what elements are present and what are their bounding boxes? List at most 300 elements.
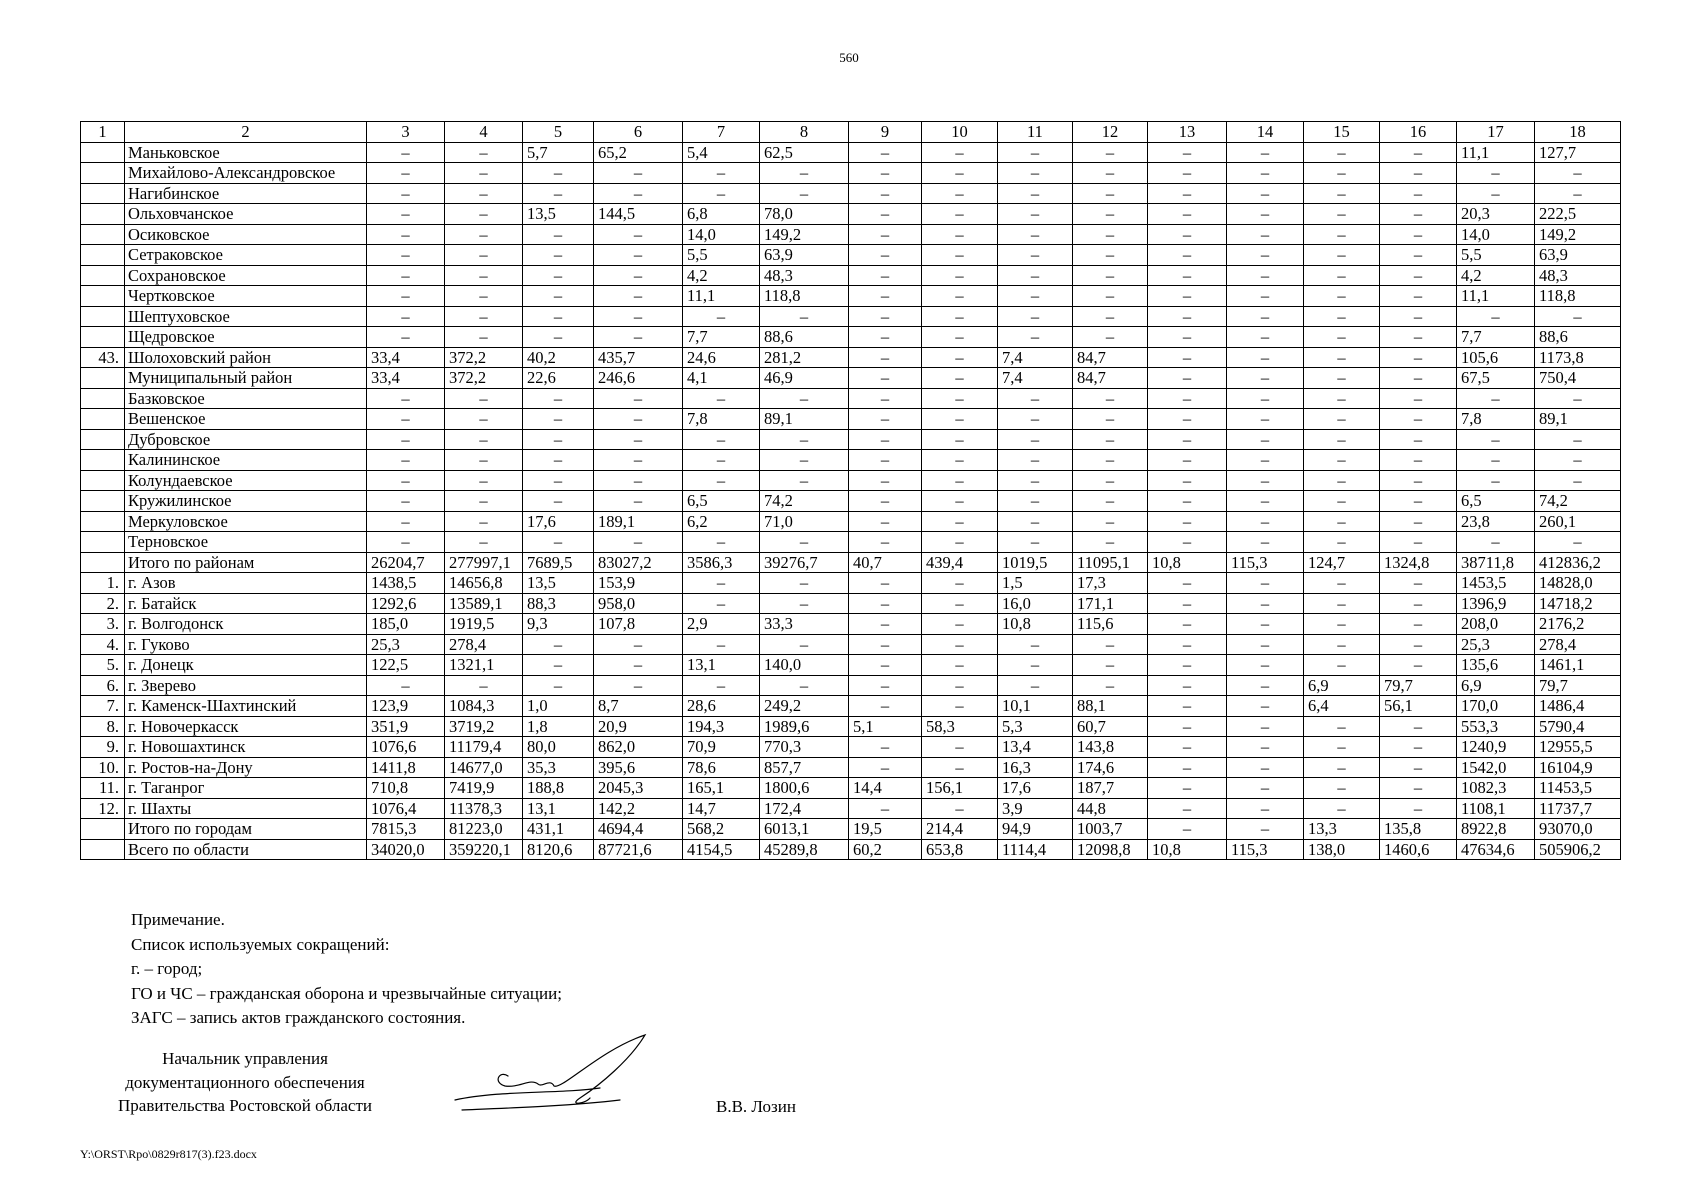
value-cell: –: [1148, 224, 1227, 245]
value-cell: 20,9: [594, 716, 683, 737]
table-row: [81, 614, 1621, 635]
value-cell: –: [1073, 511, 1148, 532]
value-cell: –: [523, 183, 594, 204]
value-cell: 11,1: [1457, 142, 1535, 163]
value-cell: –: [1073, 224, 1148, 245]
value-cell: –: [445, 470, 523, 491]
value-cell: –: [1227, 778, 1304, 799]
value-cell: –: [683, 429, 760, 450]
value-cell: 89,1: [760, 409, 849, 430]
value-cell: –: [1073, 450, 1148, 471]
row-index-cell: 4.: [81, 634, 125, 655]
value-cell: 7,4: [998, 347, 1073, 368]
value-cell: –: [1227, 409, 1304, 430]
row-name-cell: Шолоховский район: [125, 347, 367, 368]
table-row: [81, 573, 1621, 594]
value-cell: 7,8: [1457, 409, 1535, 430]
note-line: ЗАГС – запись актов гражданского состояния.: [131, 1008, 466, 1027]
value-cell: –: [1380, 470, 1457, 491]
value-cell: 5,5: [1457, 245, 1535, 266]
value-cell: 1114,4: [998, 839, 1073, 860]
value-cell: –: [922, 388, 998, 409]
value-cell: 122,5: [367, 655, 445, 676]
value-cell: –: [1380, 778, 1457, 799]
value-cell: 74,2: [760, 491, 849, 512]
value-cell: –: [1148, 491, 1227, 512]
table-row: [81, 409, 1621, 430]
value-cell: 38711,8: [1457, 552, 1535, 573]
value-cell: 62,5: [760, 142, 849, 163]
value-cell: –: [849, 368, 922, 389]
value-cell: 439,4: [922, 552, 998, 573]
value-cell: –: [849, 327, 922, 348]
value-cell: –: [1227, 593, 1304, 614]
data-table: [80, 121, 1621, 860]
value-cell: 1240,9: [1457, 737, 1535, 758]
value-cell: 11737,7: [1535, 798, 1621, 819]
value-cell: 2045,3: [594, 778, 683, 799]
value-cell: 65,2: [594, 142, 683, 163]
value-cell: 23,8: [1457, 511, 1535, 532]
value-cell: –: [1148, 696, 1227, 717]
value-cell: –: [998, 327, 1073, 348]
value-cell: –: [445, 265, 523, 286]
value-cell: –: [922, 696, 998, 717]
value-cell: 115,3: [1227, 839, 1304, 860]
file-path: Y:\ORST\Rpo\0829r817(3).f23.docx: [80, 1147, 257, 1161]
value-cell: 70,9: [683, 737, 760, 758]
row-name-cell: Михайлово-Александровское: [125, 163, 367, 184]
value-cell: –: [922, 347, 998, 368]
value-cell: –: [1073, 265, 1148, 286]
value-cell: 194,3: [683, 716, 760, 737]
value-cell: 17,6: [523, 511, 594, 532]
value-cell: –: [594, 655, 683, 676]
value-cell: –: [445, 306, 523, 327]
value-cell: 1411,8: [367, 757, 445, 778]
value-cell: –: [998, 265, 1073, 286]
value-cell: –: [594, 327, 683, 348]
value-cell: 11,1: [1457, 286, 1535, 307]
value-cell: 19,5: [849, 819, 922, 840]
value-cell: 214,4: [922, 819, 998, 840]
value-cell: –: [760, 470, 849, 491]
value-cell: –: [523, 675, 594, 696]
value-cell: –: [849, 409, 922, 430]
value-cell: –: [1148, 388, 1227, 409]
value-cell: 653,8: [922, 839, 998, 860]
value-cell: –: [998, 634, 1073, 655]
value-cell: 5,1: [849, 716, 922, 737]
value-cell: 40,7: [849, 552, 922, 573]
value-cell: 246,6: [594, 368, 683, 389]
column-header: 4: [445, 122, 523, 143]
value-cell: –: [922, 757, 998, 778]
value-cell: –: [922, 470, 998, 491]
value-cell: –: [1073, 245, 1148, 266]
position-line: документационного обеспечения: [125, 1072, 365, 1092]
row-index-cell: 10.: [81, 757, 125, 778]
value-cell: 88,3: [523, 593, 594, 614]
row-index-cell: 8.: [81, 716, 125, 737]
value-cell: –: [1148, 450, 1227, 471]
value-cell: –: [445, 409, 523, 430]
value-cell: 28,6: [683, 696, 760, 717]
value-cell: –: [922, 450, 998, 471]
value-cell: 1461,1: [1535, 655, 1621, 676]
row-name-cell: Кружилинское: [125, 491, 367, 512]
value-cell: 6,4: [1304, 696, 1380, 717]
row-index-cell: [81, 491, 125, 512]
value-cell: –: [1148, 614, 1227, 635]
value-cell: 14,0: [1457, 224, 1535, 245]
table-row: [81, 470, 1621, 491]
row-name-cell: Вешенское: [125, 409, 367, 430]
value-cell: –: [849, 470, 922, 491]
row-index-cell: [81, 163, 125, 184]
row-index-cell: 6.: [81, 675, 125, 696]
value-cell: 7,4: [998, 368, 1073, 389]
table-row: [81, 368, 1621, 389]
row-index-cell: [81, 204, 125, 225]
value-cell: 63,9: [1535, 245, 1621, 266]
value-cell: –: [1535, 388, 1621, 409]
value-cell: 6,9: [1304, 675, 1380, 696]
value-cell: –: [1380, 204, 1457, 225]
table-row: [81, 696, 1621, 717]
table-row: [81, 347, 1621, 368]
value-cell: 89,1: [1535, 409, 1621, 430]
value-cell: 84,7: [1073, 368, 1148, 389]
value-cell: –: [998, 245, 1073, 266]
value-cell: 34020,0: [367, 839, 445, 860]
table-row: [81, 593, 1621, 614]
value-cell: –: [849, 347, 922, 368]
value-cell: 278,4: [445, 634, 523, 655]
value-cell: –: [1148, 716, 1227, 737]
value-cell: –: [1148, 245, 1227, 266]
value-cell: –: [594, 163, 683, 184]
row-name-cell: Сетраковское: [125, 245, 367, 266]
value-cell: 395,6: [594, 757, 683, 778]
value-cell: –: [998, 224, 1073, 245]
table-row: [81, 450, 1621, 471]
table-row: [81, 552, 1621, 573]
row-index-cell: 5.: [81, 655, 125, 676]
value-cell: –: [1304, 347, 1380, 368]
row-name-cell: Маньковское: [125, 142, 367, 163]
row-name-cell: Нагибинское: [125, 183, 367, 204]
value-cell: –: [1304, 265, 1380, 286]
row-name-cell: Всего по области: [125, 839, 367, 860]
value-cell: –: [760, 306, 849, 327]
value-cell: –: [1457, 470, 1535, 491]
value-cell: –: [367, 286, 445, 307]
row-index-cell: 3.: [81, 614, 125, 635]
row-index-cell: 12.: [81, 798, 125, 819]
value-cell: –: [1148, 327, 1227, 348]
value-cell: –: [445, 245, 523, 266]
value-cell: –: [849, 737, 922, 758]
value-cell: –: [1148, 634, 1227, 655]
value-cell: –: [922, 655, 998, 676]
value-cell: –: [445, 224, 523, 245]
row-name-cell: Колундаевское: [125, 470, 367, 491]
value-cell: –: [922, 204, 998, 225]
value-cell: 11,1: [683, 286, 760, 307]
value-cell: 208,0: [1457, 614, 1535, 635]
row-name-cell: г. Ростов-на-Дону: [125, 757, 367, 778]
row-index-cell: [81, 286, 125, 307]
value-cell: –: [1535, 532, 1621, 553]
table-row: [81, 778, 1621, 799]
value-cell: 22,6: [523, 368, 594, 389]
value-cell: –: [1073, 532, 1148, 553]
column-header: 8: [760, 122, 849, 143]
value-cell: 153,9: [594, 573, 683, 594]
value-cell: –: [1148, 204, 1227, 225]
row-index-cell: [81, 470, 125, 491]
value-cell: –: [1227, 716, 1304, 737]
row-index-cell: [81, 429, 125, 450]
row-index-cell: [81, 245, 125, 266]
value-cell: 13,1: [523, 798, 594, 819]
value-cell: –: [594, 224, 683, 245]
value-cell: 4,2: [1457, 265, 1535, 286]
value-cell: –: [445, 204, 523, 225]
column-header: 11: [998, 122, 1073, 143]
table-row: [81, 204, 1621, 225]
value-cell: –: [922, 327, 998, 348]
value-cell: –: [849, 798, 922, 819]
value-cell: –: [1304, 634, 1380, 655]
value-cell: 135,6: [1457, 655, 1535, 676]
value-cell: –: [594, 675, 683, 696]
value-cell: –: [1227, 491, 1304, 512]
row-name-cell: г. Донецк: [125, 655, 367, 676]
value-cell: 359220,1: [445, 839, 523, 860]
table-row: [81, 163, 1621, 184]
value-cell: –: [445, 491, 523, 512]
value-cell: –: [367, 409, 445, 430]
row-name-cell: Калининское: [125, 450, 367, 471]
table-row: [81, 265, 1621, 286]
value-cell: –: [1227, 511, 1304, 532]
value-cell: –: [1380, 429, 1457, 450]
value-cell: –: [1304, 778, 1380, 799]
value-cell: –: [1227, 388, 1304, 409]
value-cell: 1919,5: [445, 614, 523, 635]
value-cell: –: [683, 163, 760, 184]
value-cell: –: [1227, 470, 1304, 491]
value-cell: –: [523, 655, 594, 676]
value-cell: 93070,0: [1535, 819, 1621, 840]
value-cell: 8922,8: [1457, 819, 1535, 840]
value-cell: 857,7: [760, 757, 849, 778]
value-cell: –: [1304, 388, 1380, 409]
value-cell: –: [1227, 286, 1304, 307]
table-row: [81, 819, 1621, 840]
value-cell: –: [1304, 306, 1380, 327]
value-cell: –: [445, 142, 523, 163]
value-cell: 412836,2: [1535, 552, 1621, 573]
value-cell: 71,0: [760, 511, 849, 532]
value-cell: –: [1457, 183, 1535, 204]
value-cell: –: [523, 245, 594, 266]
value-cell: 171,1: [1073, 593, 1148, 614]
row-index-cell: [81, 183, 125, 204]
value-cell: –: [922, 183, 998, 204]
value-cell: –: [1535, 306, 1621, 327]
value-cell: 123,9: [367, 696, 445, 717]
value-cell: 1076,6: [367, 737, 445, 758]
value-cell: –: [367, 306, 445, 327]
value-cell: 140,0: [760, 655, 849, 676]
value-cell: 770,3: [760, 737, 849, 758]
value-cell: –: [523, 265, 594, 286]
row-name-cell: Ольховчанское: [125, 204, 367, 225]
value-cell: –: [1380, 614, 1457, 635]
value-cell: –: [445, 532, 523, 553]
value-cell: –: [1073, 163, 1148, 184]
value-cell: 16104,9: [1535, 757, 1621, 778]
value-cell: –: [1380, 163, 1457, 184]
value-cell: 33,4: [367, 347, 445, 368]
value-cell: 11179,4: [445, 737, 523, 758]
value-cell: 1108,1: [1457, 798, 1535, 819]
value-cell: 3586,3: [683, 552, 760, 573]
value-cell: 48,3: [1535, 265, 1621, 286]
value-cell: 156,1: [922, 778, 998, 799]
value-cell: –: [1148, 142, 1227, 163]
value-cell: –: [1304, 757, 1380, 778]
value-cell: –: [998, 142, 1073, 163]
row-name-cell: Сохрановское: [125, 265, 367, 286]
value-cell: –: [1148, 347, 1227, 368]
value-cell: –: [1380, 573, 1457, 594]
value-cell: –: [367, 532, 445, 553]
value-cell: 8120,6: [523, 839, 594, 860]
value-cell: 249,2: [760, 696, 849, 717]
row-index-cell: [81, 327, 125, 348]
value-cell: –: [1073, 306, 1148, 327]
value-cell: –: [367, 470, 445, 491]
value-cell: 174,6: [1073, 757, 1148, 778]
row-name-cell: г. Зверево: [125, 675, 367, 696]
value-cell: –: [1380, 142, 1457, 163]
value-cell: –: [523, 409, 594, 430]
row-index-cell: 43.: [81, 347, 125, 368]
value-cell: –: [1227, 265, 1304, 286]
value-cell: –: [922, 306, 998, 327]
value-cell: –: [445, 163, 523, 184]
value-cell: –: [922, 491, 998, 512]
column-header: 5: [523, 122, 594, 143]
value-cell: –: [683, 470, 760, 491]
value-cell: –: [445, 429, 523, 450]
row-name-cell: г. Каменск-Шахтинский: [125, 696, 367, 717]
row-index-cell: [81, 142, 125, 163]
table-row: [81, 737, 1621, 758]
value-cell: –: [922, 265, 998, 286]
value-cell: –: [367, 491, 445, 512]
value-cell: –: [1227, 368, 1304, 389]
value-cell: 67,5: [1457, 368, 1535, 389]
value-cell: –: [849, 532, 922, 553]
row-index-cell: [81, 224, 125, 245]
value-cell: 7815,3: [367, 819, 445, 840]
value-cell: –: [1148, 286, 1227, 307]
value-cell: –: [1227, 798, 1304, 819]
value-cell: –: [445, 286, 523, 307]
value-cell: 6,2: [683, 511, 760, 532]
value-cell: –: [998, 470, 1073, 491]
value-cell: –: [1380, 737, 1457, 758]
value-cell: 6,5: [1457, 491, 1535, 512]
value-cell: –: [1227, 327, 1304, 348]
value-cell: –: [1535, 429, 1621, 450]
value-cell: –: [683, 634, 760, 655]
value-cell: –: [367, 183, 445, 204]
value-cell: 7689,5: [523, 552, 594, 573]
value-cell: –: [849, 204, 922, 225]
value-cell: 105,6: [1457, 347, 1535, 368]
value-cell: –: [367, 142, 445, 163]
row-name-cell: Щедровское: [125, 327, 367, 348]
value-cell: 260,1: [1535, 511, 1621, 532]
value-cell: –: [922, 634, 998, 655]
value-cell: –: [594, 409, 683, 430]
value-cell: 5,5: [683, 245, 760, 266]
value-cell: –: [367, 245, 445, 266]
value-cell: –: [1380, 265, 1457, 286]
value-cell: –: [1148, 532, 1227, 553]
row-index-cell: [81, 532, 125, 553]
value-cell: 1396,9: [1457, 593, 1535, 614]
table-row: [81, 675, 1621, 696]
value-cell: 47634,6: [1457, 839, 1535, 860]
column-header: 14: [1227, 122, 1304, 143]
value-cell: –: [998, 306, 1073, 327]
value-cell: 58,3: [922, 716, 998, 737]
position-line: Правительства Ростовской области: [118, 1096, 372, 1115]
value-cell: –: [1457, 163, 1535, 184]
value-cell: 351,9: [367, 716, 445, 737]
table-row: [81, 183, 1621, 204]
value-cell: –: [683, 388, 760, 409]
value-cell: 222,5: [1535, 204, 1621, 225]
value-cell: –: [1304, 450, 1380, 471]
value-cell: 1084,3: [445, 696, 523, 717]
value-cell: –: [760, 573, 849, 594]
table-row: [81, 286, 1621, 307]
signatory-position: [80, 1047, 410, 1118]
value-cell: 138,0: [1304, 839, 1380, 860]
value-cell: –: [683, 675, 760, 696]
row-index-cell: [81, 368, 125, 389]
value-cell: –: [760, 532, 849, 553]
value-cell: 40,2: [523, 347, 594, 368]
row-name-cell: Итого по городам: [125, 819, 367, 840]
note-line: ГО и ЧС – гражданская оборона и чрезвычайные ситуации;: [131, 983, 562, 1003]
value-cell: –: [922, 593, 998, 614]
value-cell: –: [1380, 245, 1457, 266]
row-name-cell: Терновское: [125, 532, 367, 553]
value-cell: 79,7: [1535, 675, 1621, 696]
value-cell: 1324,8: [1380, 552, 1457, 573]
value-cell: –: [922, 573, 998, 594]
value-cell: –: [1457, 532, 1535, 553]
